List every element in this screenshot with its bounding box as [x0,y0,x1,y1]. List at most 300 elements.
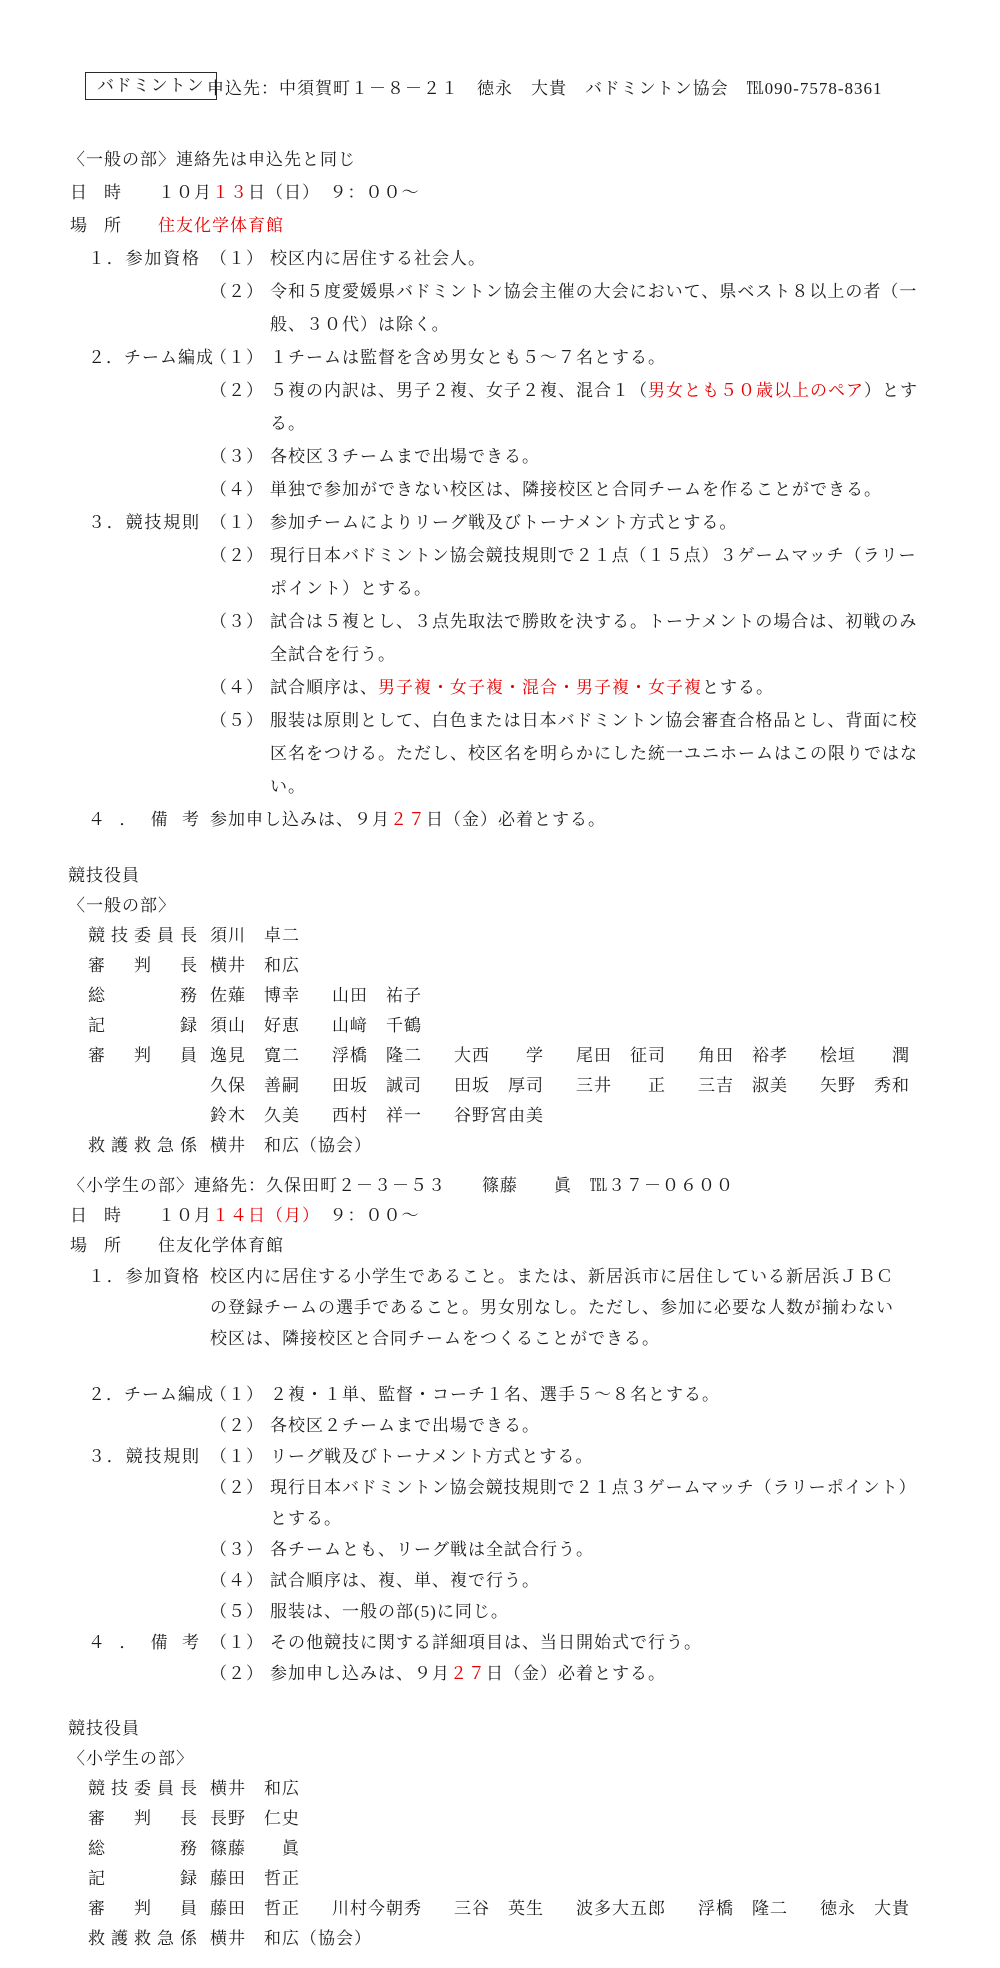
text-run: 久保 善嗣 [210,1076,300,1095]
highlighted-text: ２７ [390,810,426,829]
field-value [158,1201,420,1231]
item-number [210,704,264,737]
text-run: （２） [210,381,264,400]
text-run: 尾田 征司 [576,1046,666,1065]
text-run: 区名をつける。ただし、校区名を明らかにした統一ユニホームはこの限りではな [270,744,918,763]
continuation-text [270,770,306,803]
item-text [270,1627,702,1658]
plain-row [0,891,1000,921]
document-body [0,143,1000,1954]
text-run: ２．チーム編成 [88,348,214,367]
item-row [0,341,1000,374]
text-run: 横井 和広（協会） [210,1929,372,1948]
item-label [88,1379,214,1410]
badminton-title: バドミントン [97,76,205,95]
text-run: ）とす [864,381,918,400]
item-row [0,1627,1000,1658]
text-run: る。 [270,414,306,433]
text-run: 三谷 英生 [454,1899,544,1918]
item-text [270,1534,594,1565]
line-text [68,1171,734,1201]
line-text [68,1744,194,1774]
item-number [210,539,264,572]
item-text [270,1565,540,1596]
field-value [158,176,420,209]
official-name [210,1834,300,1864]
text-run: ４．備考 [88,810,200,829]
text-run: （３） [210,1540,264,1559]
text-run: 審判長 [88,1809,198,1828]
text-run: の登録チームの選手であること。男女別なし。ただし、参加に必要な人数が揃わない [210,1298,894,1317]
highlighted-text: １４日（月） [212,1206,312,1225]
text-run: 救護救急係 [88,1929,198,1948]
line-text [68,1714,140,1744]
item-row [0,1441,1000,1472]
official-name [210,1924,372,1954]
text-run: （５） [210,1602,264,1621]
item-text [270,704,917,737]
item-number [210,1627,264,1658]
item-number [210,1565,264,1596]
official-name [210,1774,300,1804]
text-run: 参加申し込みは、９月 [210,810,390,829]
text-run: 波多大五郎 [576,1899,666,1918]
item-row [0,242,1000,275]
text-run: 記録 [88,1869,198,1888]
text-run: 大西 学 [454,1046,544,1065]
item-row [0,1658,1000,1689]
text-run: 住友化学体育館 [158,1236,284,1255]
text-run: ９：００～ [311,1206,420,1225]
item-number [210,1596,264,1627]
item-row [0,440,1000,473]
text-run: 三吉 淑美 [698,1076,788,1095]
item-text [270,1658,666,1689]
text-run: （４） [210,480,264,499]
item-row [0,671,1000,704]
text-run: その他競技に関する詳細項目は、当日開始式で行う。 [270,1633,702,1652]
text-run: 長野 仁史 [210,1809,300,1828]
item-row [0,506,1000,539]
text-run: 各校区３チームまで出場できる。 [270,447,540,466]
field-label [70,176,122,209]
text-run: ２複・１単、監督・コーチ１名、選手５～８名とする。 [270,1385,720,1404]
cont-row [0,407,1000,440]
item-label [88,1441,200,1472]
official-name [332,1101,422,1131]
text-run: 校区は、隣接校区と合同チームをつくることができる。 [210,1329,660,1348]
text-run: 令和５度愛媛県バドミントン協会主催の大会において、県ベスト８以上の者（一 [270,282,918,301]
text-run: 場所 [70,216,122,235]
officials-row [0,1804,1000,1834]
item-row [0,539,1000,572]
section-elementary-rules [0,1261,1000,1689]
officials-row [0,1101,1000,1131]
item-number [210,1472,264,1503]
item-number [210,374,264,407]
officials-row [0,1774,1000,1804]
text-run: 日時 [70,1206,122,1225]
item-text [270,1441,593,1472]
officials-row [0,1131,1000,1161]
continuation-text [270,638,396,671]
text-run: １．参加資格 [88,249,200,268]
officials-row [0,1864,1000,1894]
item-row [0,1596,1000,1627]
plain-row [0,1744,1000,1774]
official-role [88,1774,198,1804]
text-run: ２．チーム編成 [88,1385,214,1404]
text-run: （１） [210,1447,264,1466]
line-text [68,891,176,921]
text-run: とする。 [270,1509,342,1528]
official-name [576,1894,666,1924]
text-run: （１） [210,1633,264,1652]
highlighted-text: １３ [212,183,248,202]
continuation-text [270,572,432,605]
text-run: 日（金）必着とする。 [426,810,606,829]
item-text [210,1261,894,1292]
official-name [210,981,300,1011]
item2-row [0,803,1000,836]
official-name [210,1131,372,1161]
text-run: （１） [210,348,264,367]
cont2-row [0,1292,1000,1323]
highlighted-text: 男子複・女子複・混合・男子複・女子複 [378,678,702,697]
officials-row [0,1011,1000,1041]
text-run: 競技役員 [68,1719,140,1738]
official-name [210,1101,300,1131]
field-value [158,209,284,242]
official-name [210,951,300,981]
officials-row [0,951,1000,981]
cont-row [0,1503,1000,1534]
text-run: １チームは監督を含め男女とも５～７名とする。 [270,348,666,367]
text-run: １．参加資格 [88,1267,200,1286]
official-role [88,1804,198,1834]
text-run: 鈴木 久美 [210,1106,300,1125]
text-run: （２） [210,546,264,565]
kv-row [0,1231,1000,1261]
kv-row [0,176,1000,209]
item-row [0,473,1000,506]
text-run: 矢野 秀和 [820,1076,910,1095]
official-role [88,1041,198,1071]
item-text [270,440,540,473]
text-run: 総務 [88,986,198,1005]
item-row [0,1410,1000,1441]
official-role [88,981,198,1011]
item-text [270,506,737,539]
text-run: 競技委員長 [88,926,198,945]
highlighted-text: 男女とも５０歳以上のペア [648,381,864,400]
text-run: 記録 [88,1016,198,1035]
continuation-text [210,1323,660,1354]
document-header [0,75,1000,103]
continuation-text [210,1292,894,1323]
officials-row [0,1834,1000,1864]
continuation-text [270,737,918,770]
officials-row [0,1071,1000,1101]
item-text [210,803,606,836]
text-run: 試合は５複とし、３点先取法で勝敗を決する。トーナメントの場合は、初戦のみ [270,612,918,631]
text-run: ５複の内訳は、男子２複、女子２複、混合１（ [270,381,648,400]
text-run: 逸見 寛二 [210,1046,300,1065]
text-run: 各校区２チームまで出場できる。 [270,1416,540,1435]
item-row [0,1565,1000,1596]
official-role [88,1131,198,1161]
text-run: 田坂 誠司 [332,1076,422,1095]
cont-row [0,737,1000,770]
official-name [454,1071,544,1101]
item-number [210,1379,264,1410]
text-run: 〈一般の部〉 [68,896,176,915]
item-text [270,605,917,638]
field-label [70,1201,122,1231]
official-name [332,981,422,1011]
section-elementary-intro [0,1171,1000,1261]
text-run: ポイント）とする。 [270,579,432,598]
text-run: 参加チームによりリーグ戦及びトーナメント方式とする。 [270,513,738,532]
text-run: 審判員 [88,1046,198,1065]
text-run: 現行日本バドミントン協会競技規則で２１点（１５点）３ゲームマッチ（ラリー [270,546,917,565]
text-run: （４） [210,678,264,697]
text-run: 審判長 [88,956,198,975]
plain-row [0,861,1000,891]
text-run: 校区内に居住する社会人。 [270,249,486,268]
official-name [210,1864,300,1894]
text-run: 山田 祐子 [332,986,422,1005]
text-run: とする。 [702,678,774,697]
official-name [332,1071,422,1101]
item-number [210,506,264,539]
badminton-title-box [85,72,217,100]
item-number [210,1534,264,1565]
field-label [70,1231,122,1261]
text-run: 日（金）必着とする。 [486,1664,666,1683]
official-name [210,921,300,951]
item-number [210,473,264,506]
official-role [88,1894,198,1924]
item-label [88,1261,200,1292]
text-run: 試合順序は、 [270,678,378,697]
item-text [270,1410,540,1441]
official-name [454,1101,544,1131]
official-name [454,1041,544,1071]
item2-row [0,1261,1000,1292]
text-run: 服装は原則として、白色または日本バドミントン協会審査合格品とし、背面に校 [270,711,918,730]
text-run: （１） [210,249,264,268]
item-number [210,1410,264,1441]
text-run: 須川 卓二 [210,926,300,945]
text-run: 横井 和広 [210,956,300,975]
text-run: （３） [210,447,264,466]
section-general-intro [0,143,1000,242]
official-name [820,1071,910,1101]
item-number [210,440,264,473]
text-run: 般、３０代）は除く。 [270,315,450,334]
text-run: （３） [210,612,264,631]
item-number [210,671,264,704]
text-run: 参加申し込みは、９月 [270,1664,450,1683]
item-text [270,1379,720,1410]
text-run: （５） [210,711,264,730]
text-run: （４） [210,1571,264,1590]
text-run: 西村 祥一 [332,1106,422,1125]
official-name [576,1041,666,1071]
text-run: 徳永 大貴 [820,1899,910,1918]
text-run: 全試合を行う。 [270,645,396,664]
text-run: 校区内に居住する小学生であること。または、新居浜市に居住している新居浜ＪＢＣ [210,1267,894,1286]
official-name [576,1071,666,1101]
official-name [210,1011,300,1041]
item-text [270,242,486,275]
text-run: 谷野宮由美 [454,1106,544,1125]
official-name [454,1894,544,1924]
item-number [210,1441,264,1472]
official-name [332,1011,422,1041]
official-name [210,1804,300,1834]
item-text [270,341,666,374]
item-row [0,374,1000,407]
official-name [698,1041,788,1071]
item-text [270,473,882,506]
item-row [0,704,1000,737]
item-text [270,275,917,308]
text-run: 総務 [88,1839,198,1858]
item-text [270,671,774,704]
text-run: 田坂 厚司 [454,1076,544,1095]
official-role [88,921,198,951]
official-role [88,951,198,981]
item-number [210,1658,264,1689]
text-run: 〈一般の部〉連絡先は申込先と同じ [68,150,356,169]
official-name [820,1894,910,1924]
plain-row [0,1171,1000,1201]
text-run: ３．競技規則 [88,1447,200,1466]
text-run: 角田 裕孝 [698,1046,788,1065]
cont-row [0,638,1000,671]
officials-row [0,1041,1000,1071]
official-role [88,1924,198,1954]
official-role [88,1834,198,1864]
cont-row [0,308,1000,341]
text-run: 日（日） ９：００～ [248,183,420,202]
text-run: 競技委員長 [88,1779,198,1798]
text-run: 藤田 哲正 [210,1899,300,1918]
text-run: （１） [210,1385,264,1404]
item-label [88,506,200,539]
official-name [698,1894,788,1924]
continuation-text [270,407,306,440]
text-run: い。 [270,777,306,796]
item-row [0,275,1000,308]
text-run: 川村今朝秀 [332,1899,422,1918]
section-elementary-officials [0,1714,1000,1954]
officials-row [0,1924,1000,1954]
official-name [210,1041,300,1071]
cont-row [0,572,1000,605]
text-run: 試合順序は、複、単、複で行う。 [270,1571,540,1590]
cont-row [0,770,1000,803]
line-text [68,861,140,891]
official-role [88,1864,198,1894]
item-number [210,242,264,275]
text-run: 浮橋 隆二 [698,1899,788,1918]
text-run: 日時 [70,183,122,202]
text-run: 須山 好恵 [210,1016,300,1035]
official-name [698,1071,788,1101]
officials-row [0,1894,1000,1924]
text-run: （２） [210,1664,264,1683]
text-run: 救護救急係 [88,1136,198,1155]
text-run: 横井 和広 [210,1779,300,1798]
text-run: 現行日本バドミントン協会競技規則で２１点３ゲームマッチ（ラリーポイント） [270,1478,917,1497]
application-contact-line: 申込先：中須賀町１－８－２１ 徳永 大貴 バドミントン協会 ℡090-7578-8361 [207,79,883,98]
text-run: ４．備考 [88,1633,200,1652]
item-text [270,1596,509,1627]
plain-row [0,143,1000,176]
item-label [88,242,200,275]
item-text [270,374,918,407]
line-text [68,143,356,176]
official-role [88,1011,198,1041]
text-run: 藤田 哲正 [210,1869,300,1888]
text-run: 〈小学生の部〉 [68,1749,194,1768]
continuation-text [270,308,450,341]
cont2-row [0,1323,1000,1354]
item-row [0,1534,1000,1565]
text-run: 篠藤 眞 [210,1839,300,1858]
item-row [0,1379,1000,1410]
plain-row [0,1714,1000,1744]
text-run: 山﨑 千鶴 [332,1016,422,1035]
text-run: 〈小学生の部〉連絡先：久保田町２－３－５３ 篠藤 眞 ℡３７－０６００ [68,1176,734,1195]
item-row [0,605,1000,638]
field-value [158,1231,284,1261]
text-run: （２） [210,1416,264,1435]
item-label [88,803,200,836]
text-run: 佐薙 博幸 [210,986,300,1005]
item-text [270,539,917,572]
field-label [70,209,122,242]
highlighted-text: 住友化学体育館 [158,216,284,235]
official-name [332,1894,422,1924]
item-label [88,341,214,374]
text-run: 横井 和広（協会） [210,1136,372,1155]
text-run: 桧垣 潤 [820,1046,910,1065]
highlighted-text: ２７ [450,1664,486,1683]
text-run: 審判員 [88,1899,198,1918]
section-general-rules [0,242,1000,836]
item-label [88,1627,200,1658]
item-text [270,1472,917,1503]
item-number [210,341,264,374]
text-run: ３．競技規則 [88,513,200,532]
kv-row [0,209,1000,242]
text-run: 各チームとも、リーグ戦は全試合行う。 [270,1540,594,1559]
text-run: （２） [210,282,264,301]
text-run: （２） [210,1478,264,1497]
text-run: リーグ戦及びトーナメント方式とする。 [270,1447,594,1466]
official-name [210,1071,300,1101]
item-number [210,275,264,308]
officials-row [0,921,1000,951]
official-name [210,1894,300,1924]
continuation-text [270,1503,342,1534]
text-run: 服装は、一般の部(5)に同じ。 [270,1602,509,1621]
text-run: １０月 [158,1206,212,1225]
